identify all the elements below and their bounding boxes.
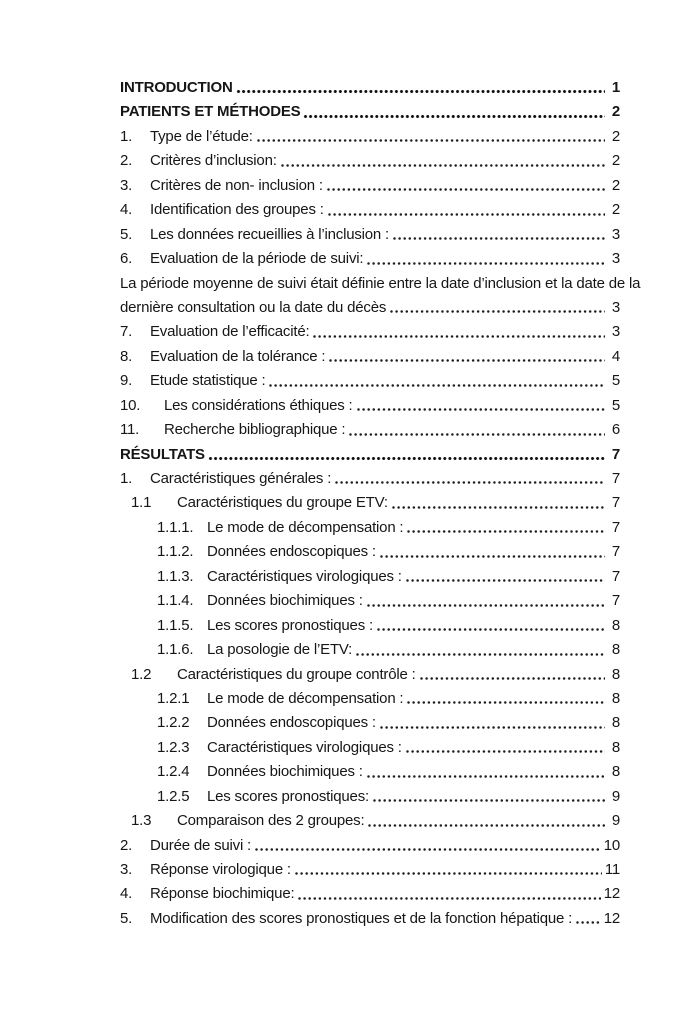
page-number: 2 (611, 152, 620, 170)
page-number: 8 (611, 641, 620, 659)
page-number: 9 (611, 812, 620, 830)
entry-label: Modification des scores pronostiques et de la fonction hépatique : (150, 909, 573, 927)
page-number: 4 (611, 347, 620, 365)
entry-number: 5. (120, 225, 133, 243)
entry-number: 1.3 (131, 812, 152, 830)
page-number: 11 (604, 861, 620, 878)
dot-leader (303, 114, 605, 119)
entry-number: 2. (120, 152, 133, 170)
dot-leader (254, 847, 601, 852)
entry-number: 10. (120, 396, 141, 414)
toc-entry (120, 638, 620, 662)
entry-label: Comparaison des 2 groupes: (177, 812, 365, 830)
toc-entry (120, 198, 620, 222)
toc-entry (120, 223, 620, 247)
entry-label: Les scores pronostiques: (207, 787, 369, 805)
toc-entry (120, 296, 620, 320)
entry-label: Identification des groupes : (150, 201, 324, 219)
dot-leader (355, 652, 605, 657)
page-number: 8 (611, 616, 620, 634)
page-number: 9 (611, 787, 620, 805)
toc-entry (120, 785, 620, 809)
toc-entry (120, 907, 620, 931)
entry-label: La posologie de l’ETV: (207, 641, 353, 659)
entry-number: 7. (120, 323, 133, 341)
page-number: 7 (611, 567, 620, 585)
toc-entry (120, 663, 620, 687)
dot-leader (326, 187, 605, 192)
toc-entry (120, 540, 620, 564)
toc-entry (120, 589, 620, 613)
toc-entry (120, 418, 620, 442)
page-number: 12 (603, 885, 620, 903)
entry-label: Les données recueillies à l’inclusion : (150, 225, 390, 243)
dot-leader (379, 725, 605, 730)
entry-label: Etude statistique : (150, 372, 266, 390)
page-number: 7 (611, 470, 620, 487)
entry-number: 9. (120, 372, 133, 390)
toc-entry (120, 882, 620, 906)
entry-number: 1.1.6. (157, 641, 194, 659)
entry-number: 2. (120, 836, 133, 854)
entry-label: Données endoscopiques : (207, 543, 376, 561)
entry-label: Recherche bibliographique : (164, 421, 346, 439)
entry-number: 1.1 (131, 494, 152, 512)
entry-number: 11. (120, 421, 140, 439)
dot-leader (268, 383, 605, 388)
toc-entry (120, 272, 641, 296)
dot-leader (367, 823, 605, 828)
page-number: 8 (611, 665, 620, 683)
entry-number: 1.2.1 (157, 689, 190, 707)
dot-leader (256, 138, 605, 143)
entry-label: Evaluation de l’efficacité: (150, 323, 310, 341)
dot-leader (391, 505, 605, 510)
page-number: 7 (611, 592, 620, 610)
toc-entry (120, 614, 620, 638)
entry-label: Caractéristiques générales : (150, 470, 332, 487)
toc-entry (120, 394, 620, 418)
toc-entry (120, 687, 620, 711)
entry-number: 3. (120, 861, 133, 878)
entry-number: 4. (120, 885, 133, 903)
dot-leader (294, 871, 602, 876)
page-number: 6 (611, 421, 620, 439)
entry-label: Critères d’inclusion: (150, 152, 277, 170)
page-number: 3 (611, 298, 620, 316)
toc-entry (120, 174, 620, 198)
entry-label: Réponse biochimique: (150, 885, 295, 903)
page-number: 8 (611, 714, 620, 732)
entry-label: PATIENTS ET MÉTHODES (120, 103, 301, 121)
entry-number: 5. (120, 909, 133, 927)
entry-label: La période moyenne de suivi était définie entre la date d’inclusion et la date de la (120, 274, 641, 292)
dot-leader (366, 603, 605, 608)
entry-label: Réponse virologique : (150, 861, 291, 878)
dot-leader (334, 480, 605, 485)
dot-leader (575, 920, 601, 925)
dot-leader (406, 700, 605, 705)
page-number: 8 (611, 738, 620, 756)
entry-label: Evaluation de la période de suivi: (150, 250, 364, 268)
dot-leader (366, 774, 605, 779)
dot-leader (327, 212, 605, 217)
entry-label: INTRODUCTION (120, 79, 233, 96)
entry-number: 1.2.5 (157, 787, 190, 805)
page-number: 3 (611, 323, 620, 341)
page-number: 2 (611, 127, 620, 145)
toc-entry (120, 858, 620, 882)
dot-leader (379, 554, 605, 559)
page-number: 5 (611, 396, 620, 414)
entry-number: 1.1.5. (157, 616, 194, 634)
dot-leader (366, 261, 605, 266)
dot-leader (392, 236, 605, 241)
entry-label: Durée de suivi : (150, 836, 252, 854)
entry-number: 1.1.4. (157, 592, 194, 610)
toc-entry (120, 345, 620, 369)
dot-leader (356, 407, 606, 412)
page-number: 7 (611, 518, 620, 536)
page-number: 10 (603, 836, 620, 854)
dot-leader (236, 89, 605, 94)
toc-entry (120, 809, 620, 833)
dot-leader (405, 578, 605, 583)
toc-entry (120, 760, 620, 784)
page-number: 1 (611, 79, 620, 96)
toc-entry (120, 491, 620, 515)
page-number: 2 (611, 103, 620, 121)
dot-leader (328, 358, 605, 363)
entry-number: 3. (120, 176, 133, 194)
entry-label: dernière consultation ou la date du décès (120, 298, 387, 316)
toc-entry (120, 76, 620, 100)
entry-number: 1.1.1. (157, 518, 194, 536)
dot-leader (405, 749, 605, 754)
entry-label: Caractéristiques du groupe ETV: (177, 494, 388, 512)
entry-number: 1.1.2. (157, 543, 194, 561)
toc-entry (120, 711, 620, 735)
entry-label: Données biochimiques : (207, 763, 363, 781)
toc-entry (120, 100, 620, 124)
dot-leader (419, 676, 605, 681)
page-number: 7 (611, 445, 620, 463)
dot-leader (348, 432, 605, 437)
page-number: 8 (611, 763, 620, 781)
page-number: 12 (603, 909, 620, 927)
entry-label: RÉSULTATS (120, 445, 205, 463)
dot-leader (376, 627, 605, 632)
dot-leader (312, 334, 605, 339)
page-number: 3 (611, 250, 620, 268)
entry-label: Le mode de décompensation : (207, 689, 404, 707)
toc-entry (120, 443, 620, 467)
entry-label: Caractéristiques virologiques : (207, 738, 402, 756)
dot-leader (372, 798, 605, 803)
dot-leader (389, 309, 605, 314)
page-number: 2 (611, 176, 620, 194)
entry-number: 1. (120, 470, 133, 487)
page-number: 5 (611, 372, 620, 390)
entry-label: Type de l’étude: (150, 127, 253, 145)
entry-number: 1.2.2 (157, 714, 190, 732)
entry-number: 6. (120, 250, 133, 268)
toc-entry (120, 125, 620, 149)
entry-number: 1.1.3. (157, 567, 194, 585)
page-number: 8 (611, 689, 620, 707)
entry-label: Les considérations éthiques : (164, 396, 353, 414)
entry-label: Le mode de décompensation : (207, 518, 404, 536)
toc-entry (120, 467, 620, 491)
toc-entry (120, 565, 620, 589)
dot-leader (406, 529, 605, 534)
page-number: 7 (611, 494, 620, 512)
entry-label: Les scores pronostiques : (207, 616, 373, 634)
entry-label: Evaluation de la tolérance : (150, 347, 326, 365)
toc-entry (120, 369, 620, 393)
page-number: 2 (611, 201, 620, 219)
entry-number: 1.2.3 (157, 738, 190, 756)
toc-entry (120, 247, 620, 271)
table-of-contents (120, 76, 641, 931)
entry-number: 8. (120, 347, 133, 365)
entry-label: Données biochimiques : (207, 592, 363, 610)
dot-leader (297, 896, 600, 901)
dot-leader (208, 456, 605, 461)
entry-label: Caractéristiques du groupe contrôle : (177, 665, 416, 683)
toc-entry (120, 736, 620, 760)
entry-label: Critères de non- inclusion : (150, 176, 323, 194)
entry-number: 1.2.4 (157, 763, 190, 781)
dot-leader (280, 163, 605, 168)
toc-entry (120, 834, 620, 858)
toc-entry (120, 516, 620, 540)
entry-label: Données endoscopiques : (207, 714, 376, 732)
entry-number: 1. (120, 127, 133, 145)
entry-number: 4. (120, 201, 133, 219)
page-number: 7 (611, 543, 620, 561)
page-number: 3 (611, 225, 620, 243)
toc-entry (120, 320, 620, 344)
entry-label: Caractéristiques virologiques : (207, 567, 402, 585)
toc-entry (120, 149, 620, 173)
entry-number: 1.2 (131, 665, 152, 683)
